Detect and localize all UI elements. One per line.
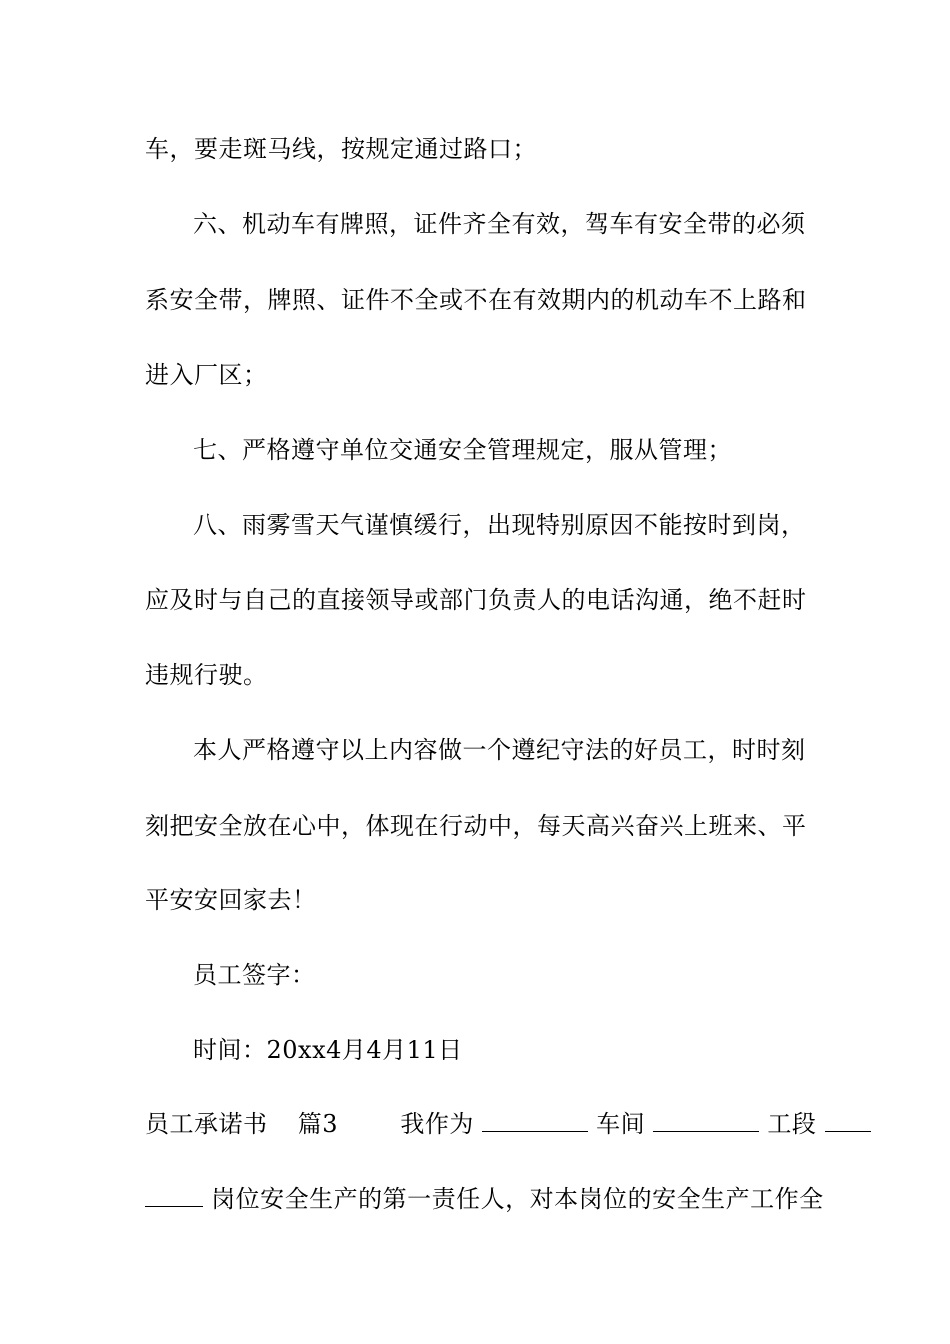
section-label: 工段	[767, 1110, 817, 1138]
intro-text: 我作为	[400, 1110, 474, 1138]
signature-label: 员工签字：	[193, 961, 316, 989]
blank-post-end	[145, 1184, 203, 1207]
text-segment: 岗位安全生产的第一责任人，对本岗位的安全生产工作全	[211, 1185, 824, 1213]
text-line: 违规行驶。	[145, 661, 268, 689]
text-line: 八、雨雾雪天气谨慎缓行，出现特别原因不能按时到岗，	[193, 511, 806, 539]
text-line: 进入厂区；	[145, 361, 268, 389]
section3-second-line	[145, 1183, 824, 1215]
date-line: 时间：20xx4月4月11日	[193, 1036, 463, 1064]
blank-workshop	[482, 1109, 588, 1132]
text-line: 刻把安全放在心中，体现在行动中，每天高兴奋兴上班来、平	[145, 812, 807, 840]
text-line: 六、机动车有牌照，证件齐全有效，驾车有安全带的必须	[193, 210, 806, 238]
section-number: 篇3	[297, 1110, 339, 1138]
blank-section	[653, 1109, 759, 1132]
text-line: 系安全带，牌照、证件不全或不在有效期内的机动车不上路和	[145, 286, 807, 314]
section3-first-line	[145, 1108, 815, 1140]
text-line: 本人严格遵守以上内容做一个遵纪守法的好员工，时时刻	[193, 736, 806, 764]
text-line: 平安安回家去！	[145, 886, 317, 914]
text-line: 车，要走斑马线，按规定通过路口；	[145, 135, 537, 163]
blank-post-start	[825, 1109, 871, 1132]
text-line: 应及时与自己的直接领导或部门负责人的电话沟通，绝不赶时	[145, 586, 807, 614]
text-line: 七、严格遵守单位交通安全管理规定，服从管理；	[193, 436, 732, 464]
section-heading: 员工承诺书	[145, 1110, 268, 1138]
workshop-label: 车间	[596, 1110, 646, 1138]
